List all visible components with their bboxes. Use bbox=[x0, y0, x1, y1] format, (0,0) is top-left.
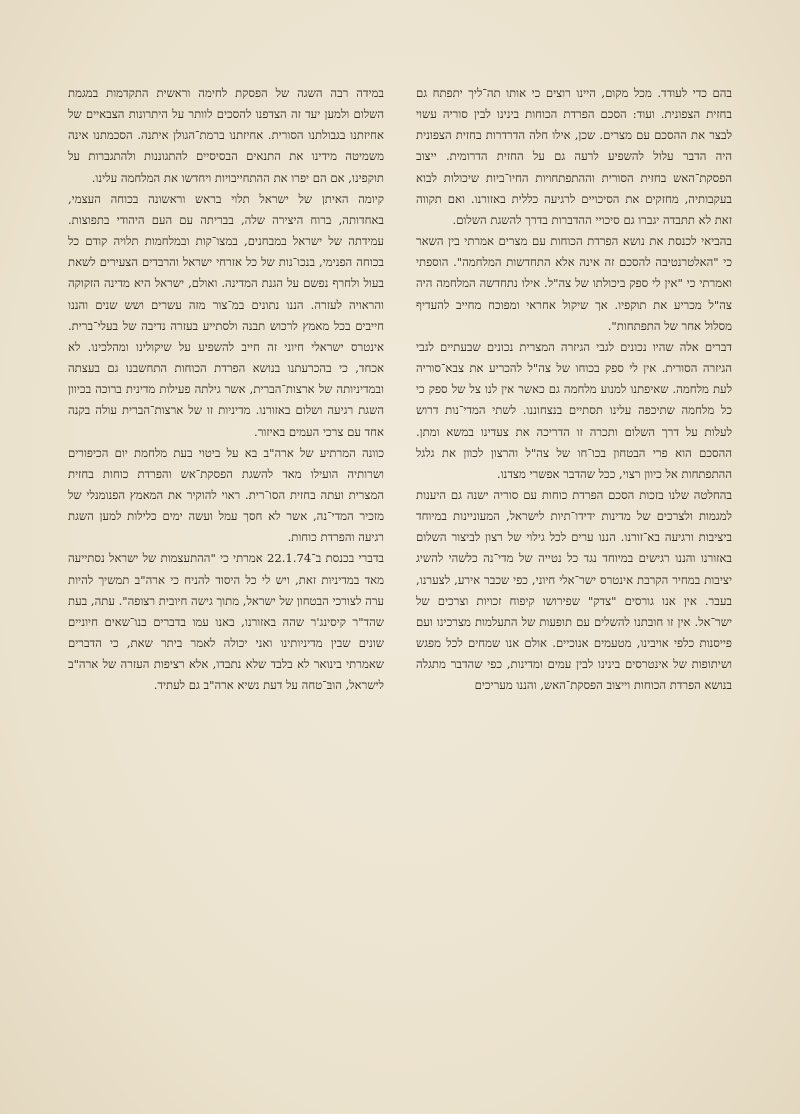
paragraph: בדברי בכנסת ב־22.1.74 אמרתי כי "ההתעצמות של ישראל נסתייעה מאד במדיניות זאת, ויש לי כל היסוד להניח כי ארה"ב תמשיך להיות ערה לצורכי הבטחון של ישראל, מתוך גישה חיובית רצופה". עתה, בעת שהד"ר קיסינג'ר שהה באזורנו, באנו עמו בדברים בנו־שאים חיוניים שונים שבין מדיניותינו ואני יכולה לאמר ביתר שאת, כי הדברים שאמרתי בינואר לא בלבד שלא נתבדו, אלא רציפות העזרה של ארה"ב לישראל, הובּ־טחה על דעת נשיא ארה"ב גם לעתיד. bbox=[68, 551, 384, 693]
paragraph: בהביאי לכנסת את נושא הפרדת הכוחות עם מצרים אמרתי בין השאר כי "האלטרנטיבה להסכם זה אינה אלא התחדשות המלחמה". הוספתי ואמרתי כי "אין לי ספק ביכולתו של צה"ל. אילו נתחדשה המלחמה היה צה"ל מכריע את תוקפיו. אך שיקול אחראי ומפוכח מחייב להעדיף מסלול אחר של התפתחות". bbox=[416, 234, 732, 333]
paragraph: כוונה המרתיע של ארה"ב בא על ביטוי בעת מלחמת יום הכיפורים ושרותיה הועילו מאד להשגת הפסקת־אש והפרדת כוחות בחזית המצרית ועתה בחזית הסו־רית. ראוי להוקיר את המאמץ הפנומנלי של מזכיר המדי־נה, אשר לא חסך עמל ועשה ימים כלילות למען השגת רגיעה והפרדת כוחות. bbox=[68, 445, 384, 545]
paragraph: במידה רבה השגה של הפסקת לחימה וראשית התקדמות במגמת השלום ולמען יעד זה הצדפנו להסכים לוותר על היתרונות הצבאיים של אחיזתנו בגבולתנו הסורית. אחיזתנו ברמת־הגולן איתנה. הסכמתנו אינה משמיטה מידינו את התנאים הבסיסיים להתגוננות ולהתגברות על תוקפינו, אם הם יפרו את ההתחייבויות ויחדשו את המלחמה עלינו. bbox=[68, 86, 384, 185]
text-column-left bbox=[68, 83, 384, 697]
paragraph: דברים אלה שהיו נכונים לגבי הגיזרה המצרית נכונים שבעתיים לגבי הגיזרה הסורית. אין לי ספק בכוחו של צה"ל להכריע את צבא־סוריה לעת מלחמה. שאיפתנו למנוע מלחמה גם כאשר אין לנו צל של ספק כי כל מלחמה שתיכפה עלינו תסתיים בנצחוננו. לשתי המדי־נות דרוש לעלות על דרך השלום ותכרה זו הדריכה את צעדינו במשא ומתן. ההסכם הוא פרי הבטחון בכו־חו של צה"ל והרצון לכוון את גלגל ההתפתחות אל כיוון רצוי, ככל שהדבר אפשרי מצדנו. bbox=[416, 339, 732, 481]
text-column-right bbox=[416, 83, 732, 697]
paragraph: בהחלטה שלנו בזכות הסכם הפרדת כוחות עם סוריה ישנה גם היענות למגמות ולצרכים של מדינות ידידו־תיות לישראל, המעוניינות במיוחד ביציבות ורגיעה בא־זורנו. הננו ערים לכל גילוי של רצון לביצור השלום באזורנו והננו רגישים במיוחד נגד כל נטייה של מדי־נה כלשהי להשיג יציבות במחיר הקרבת אינטרס ישר־אלי חיוני, כפי שכבר אירע, לצערנו, בעבר. אין אנו גורסים "צדק" שפירושו קיפוח זכויות וצרכים של ישר־אל. אין זו חובתנו להשלים עם תופעות של התעלמות מצרכינו ועם פייסנות כלפי אויבינו, מטעמים אנוכיים. אולם אנו שמחים לכל מפגש ושיתופות של אינטרסים בינינו לבין עמים ומדינות, כפי שהדבר מתגלה בנושא הפרדת הכוחות וייצוב הפסקת־האש, והננו מעריכים bbox=[416, 487, 732, 693]
paragraph: קיומה האיתן של ישראל תלוי בראש וראשונה בכוחה העצמי, באחדותה, ברוח היצירה שלה, בבריתה עם העם היהודי בתפוצות. עמידתה של ישראל במבחנים, במצו־קות ובמלחמות תלויה קודם כל בכוחה הפנימי, בנכו־נות של כל אזרחי ישראל והרבדים הצעירים לשאת בעול ולחרף נפשם על הגנת המדינה. ואולם, ישראל היא מדינה הזקוקה והראויה לעזרה. הננו נתונים במ־צור מזה עשרים ושש שנים והננו חייבים בכל מאמץ לרכוש תבנה ולסתייע בעזרה נדיבה של בעלי־ברית. אינטרס ישראלי חיוני זה חייב להשפיע על שיקולינו ומהלכינו. לא אכחד, כי בהכרעתנו בנושא הפרדת הכוחות התחשבנו גם בעצתה ובמדיניותה של ארצות־הברית, אשר גילתה פעילות מדינית ברוכה בכיוון השגת רגיעה ושלום באזורנו. מדיניות זו של ארצות־הברית עולה בקנה אחד עם צרכי העמים באיזור. bbox=[68, 191, 384, 439]
paragraph: בהם כדי לעודד. מכל מקום, היינו רוצים כי אותו תה־ליך יתפתח גם בחזית הצפונית. ועוד: הסכם הפרדת הכוחות בינינו לבין סוריה עשוי לבצר את ההסכם עם מצרים. שכן, אילו חלה הדרדרות בחזית הצפונית היה הדבר עלול להשפיע לרעה גם על החזית הדרומית. ייצוב הפסקת־האש בחזית הסורית וההתפתחויות החיו־ביות שיכולות לבוא בעקבותיה, מחזקים את הסיכויים לרגיעה כללית באזורנו. ואם תקווה זאת לא תתבדה יגברו גם סיכויי ההדברות בדרך להשגת השלום. bbox=[416, 86, 732, 227]
